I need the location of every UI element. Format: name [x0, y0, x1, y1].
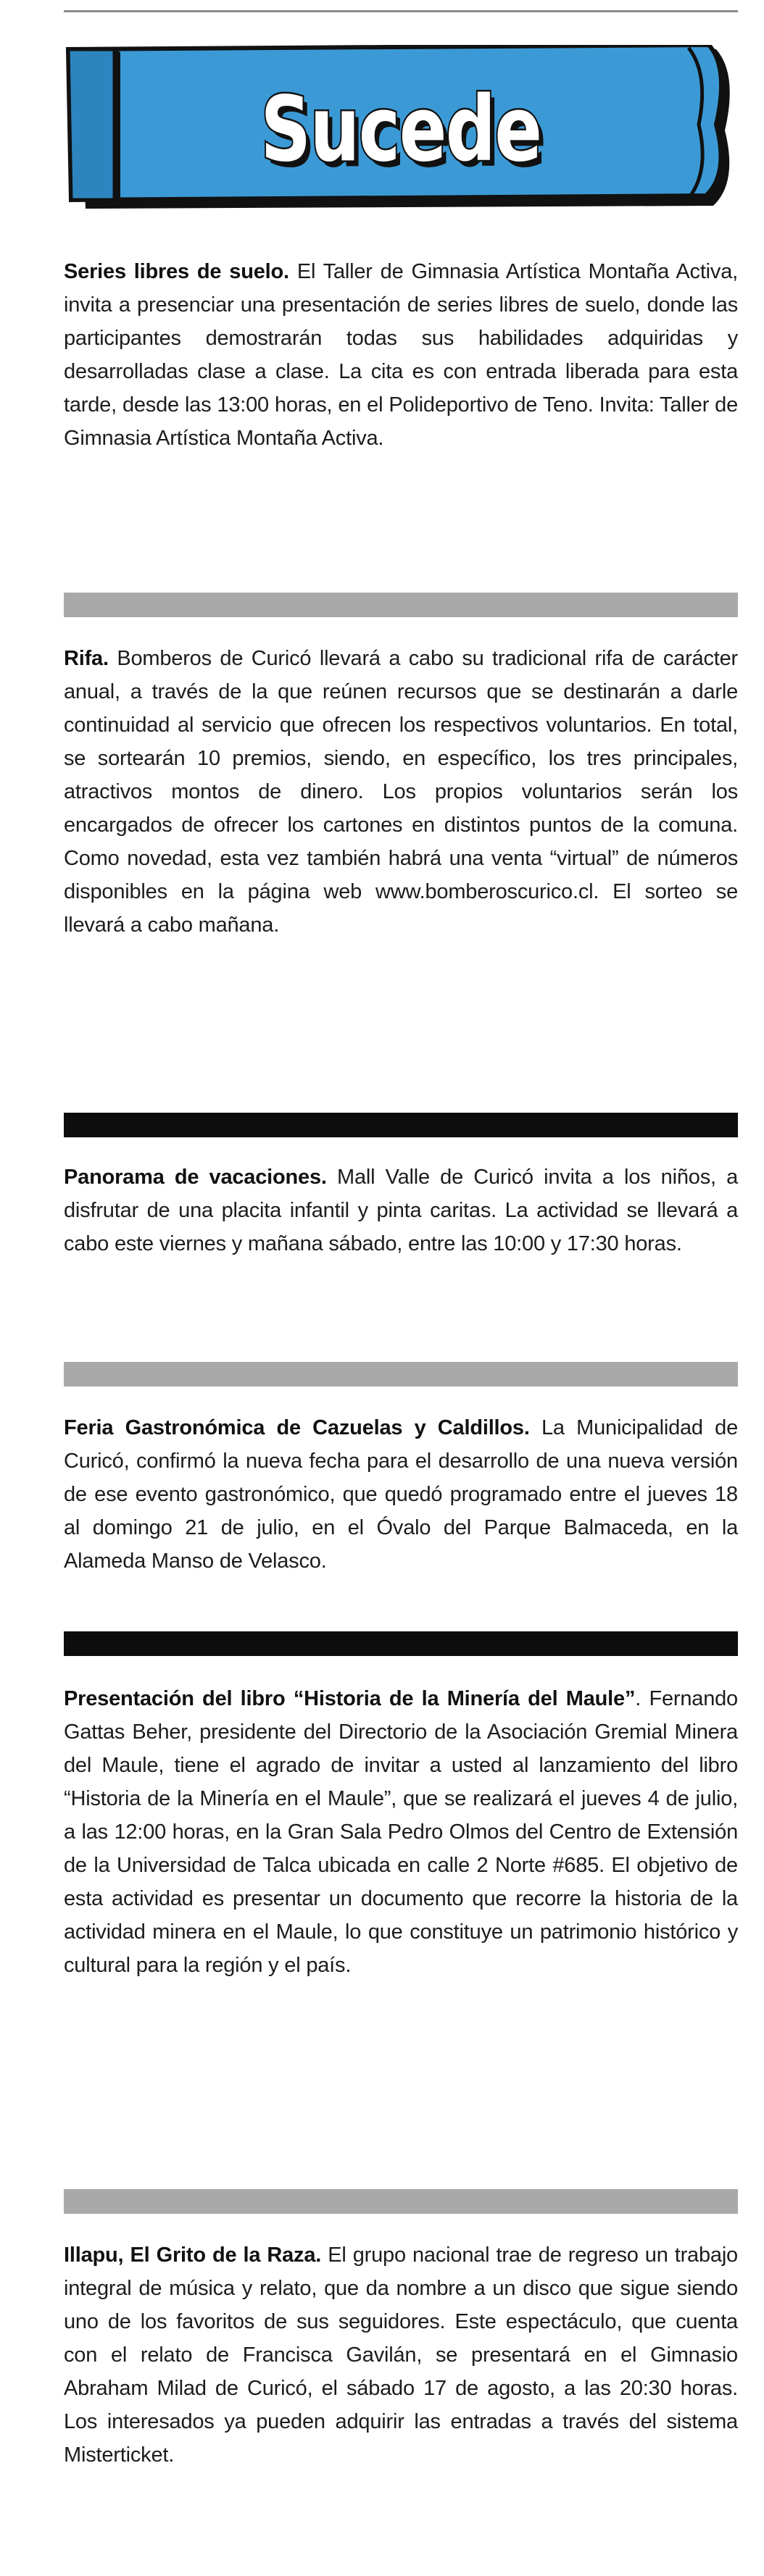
news-item-panorama-vacaciones — [64, 1161, 738, 1260]
section-divider-black — [64, 1113, 738, 1137]
news-item-headline: Panorama de vacaciones. — [64, 1166, 327, 1189]
news-item-rifa — [64, 642, 738, 942]
news-item-headline: Illapu, El Grito de la Raza. — [64, 2243, 322, 2267]
news-item-series-libres — [64, 255, 738, 455]
news-item-body: Bomberos de Curicó llevará a cabo su tradicional rifa de carácter anual, a través de la que reúnen recursos que se destinarán a darle continuidad al servicio que ofrecen los respectivos voluntarios. En total, se sortearán 10 premios, siendo, en específico, los tres principales, atractivos montos de dinero. Los propios voluntarios serán los encargados de ofrecer los cartones en distintos puntos de la comuna. Como novedad, esta vez también habrá una venta “virtual” de números disponibles en la página web www.bomberoscurico.cl. El sorteo se llevará a cabo mañana. — [64, 647, 738, 937]
section-banner — [64, 45, 738, 212]
top-rule — [64, 10, 738, 12]
news-item-libro-mineria — [64, 1682, 738, 1982]
news-item-feria-gastronomica — [64, 1411, 738, 1578]
news-item-headline: Rifa. — [64, 647, 109, 670]
section-title: Sucede — [260, 78, 541, 182]
section-divider-black — [64, 1631, 738, 1656]
news-item-body: Mall Valle de Curicó invita a los niños, a disfrutar de una placita infantil y pinta caritas. La actividad se llevará a cabo este viernes y mañana sábado, entre las 10:00 y 17:30 horas. — [64, 1166, 739, 1255]
news-item-body: La Municipalidad de Curicó, confirmó la nueva fecha para el desarrollo de una nueva versión de ese evento gastronómico, que quedó programado entre el jueves 18 al domingo 21 de julio, en el Óvalo del Parque Balmaceda, en la Alameda Manso de Velasco. — [64, 1416, 738, 1573]
news-item-body: . Fernando Gattas Beher, presidente del Directorio de la Asociación Gremial Minera del Maule, tiene el agrado de invitar a usted al lanzamiento del libro “Historia de la Minería en el Maule”, que se realizará el jueves 4 de julio, a las 12:00 horas, en la Gran Sala Pedro Olmos del Centro de Extensión de la Universidad de Talca ubicada en calle 2 Norte #685. El objetivo de esta actividad es presentar un documento que recorre la historia de la actividad minera en el Maule, lo que constituye un patrimonio histórico y cultural para la región y el país. — [64, 1687, 738, 1977]
news-item-illapu — [64, 2238, 738, 2472]
section-divider-gray — [64, 2189, 738, 2214]
section-divider-gray — [64, 593, 738, 617]
news-item-headline: Presentación del libro “Historia de la Minería del Maule” — [64, 1687, 636, 1710]
section-divider-gray — [64, 1362, 738, 1387]
news-item-headline: Series libres de suelo. — [64, 260, 289, 283]
news-item-headline: Feria Gastronómica de Cazuelas y Caldillos. — [64, 1416, 530, 1439]
news-item-body: El grupo nacional trae de regreso un trabajo integral de música y relato, que da nombre a un disco que sigue siendo uno de los favoritos de sus seguidores. Este espectáculo, que cuenta con el relato de Francisca Gavilán, se presentará en el Gimnasio Abraham Milad de Curicó, el sábado 17 de agosto, a las 20:30 horas. Los interesados ya pueden adquirir las entradas a través del sistema Misterticket. — [64, 2243, 738, 2467]
news-item-body: El Taller de Gimnasia Artística Montaña Activa, invita a presenciar una presentación de series libres de suelo, donde las participantes demostrarán todas sus habilidades adquiridas y desarrolladas clase a clase. La cita es con entrada liberada para esta tarde, desde las 13:00 horas, en el Polideportivo de Teno. Invita: Taller de Gimnasia Artística Montaña Activa. — [64, 260, 739, 450]
